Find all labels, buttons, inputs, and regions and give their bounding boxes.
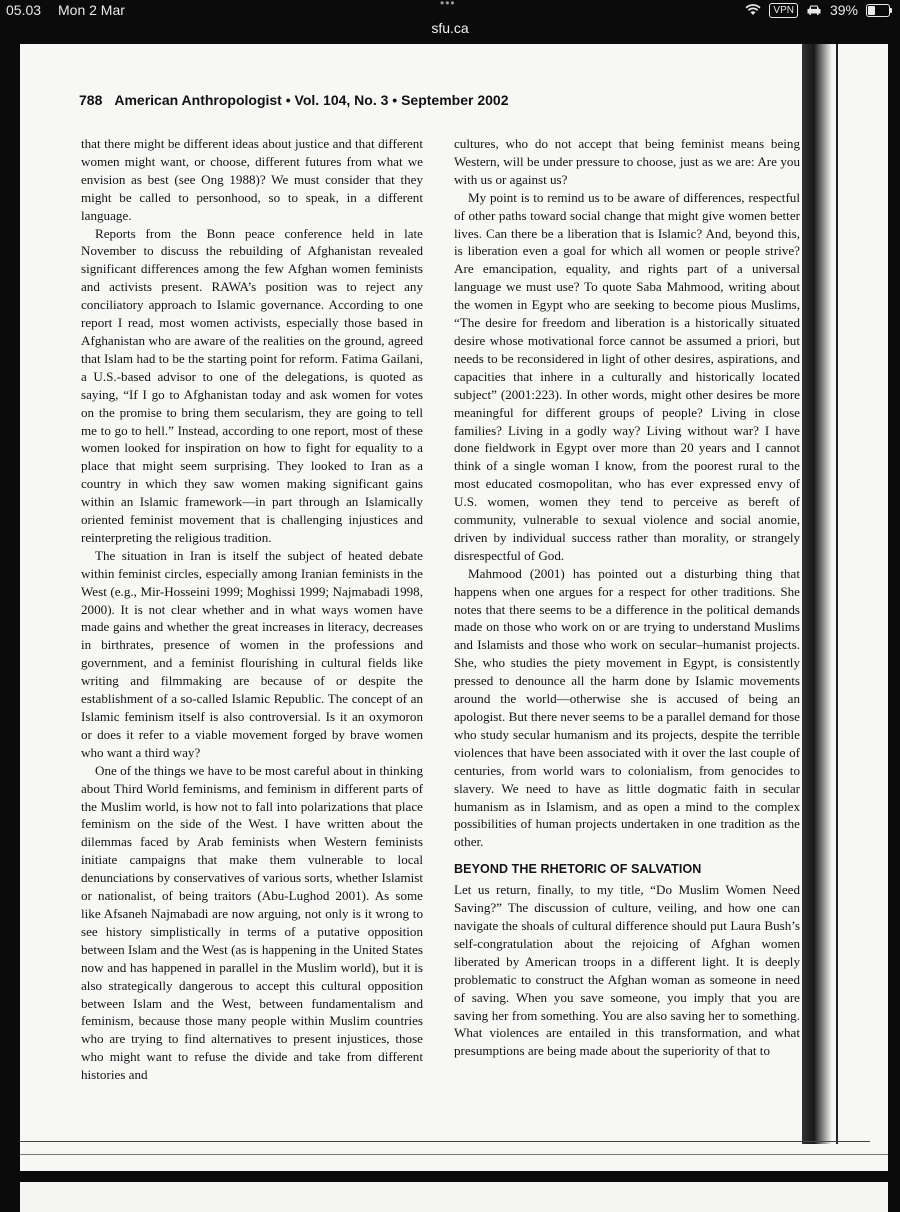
right-column <box>454 135 800 1060</box>
page-number: 788 <box>79 92 103 108</box>
running-head <box>79 92 779 108</box>
status-bar <box>0 0 900 22</box>
status-time: 05.03 <box>6 2 42 18</box>
paragraph: that there might be different ideas about justice and that different women might want, or choose, different futures from what we envision as best (see Ong 1988)? We must consider that they might be called to personhood, so to speak, in a different language. <box>81 136 423 223</box>
paragraph: The situation in Iran is itself the subject of heated debate within feminist circles, especially among Iranian feminists in the West (e.g., Mir-Hosseini 1999; Moghissi 1999; Najmabadi 1998, 2000). It is not clear whether and in what ways women have made gains and whether the great increases in literacy, decreases in birthrates, presence of women in the professions and government, and a feminist flourishing in cultural fields like writing and filmmaking are because of or despite the establishment of a so-called Islamic Republic. The concept of an Islamic feminism itself is also controversial. Is it an oxymoron or does it refer to a viable movement forged by brave women who want a third way? <box>81 547 423 760</box>
status-date: Mon 2 Mar <box>58 2 125 18</box>
document-page <box>20 44 888 1171</box>
status-right <box>745 2 890 18</box>
next-page-preview <box>20 1182 888 1212</box>
wifi-icon <box>745 4 761 16</box>
scan-edge-line <box>836 44 838 1144</box>
battery-icon <box>866 4 890 17</box>
left-column <box>81 135 423 1084</box>
address-bar[interactable] <box>0 20 900 40</box>
section-heading: BEYOND THE RHETORIC OF SALVATION <box>454 862 702 877</box>
multitasking-dots-icon[interactable]: ••• <box>440 0 456 10</box>
vpn-badge: VPN <box>769 3 798 18</box>
scan-bottom-line <box>20 1141 870 1142</box>
paragraph: Let us return, finally, to my title, “Do Muslim Women Need Saving?” The discussion of culture, veiling, and how one can navigate the shoals of cultural difference should put Laura Bush’s self-congratulation about the rejoicing of Afghan women liberated by American troops in a different light. It is deeply problematic to construct the Afghan woman as someone in need of saving. When you save someone, you imply that you are saving her from something. You are also saving her to something. What violences are entailed in this transformation, and what presumptions are being made about the superiority of that to <box>454 882 800 1059</box>
paragraph: cultures, who do not accept that being feminist means being Western, will be under pressure to choose, just as we are: Are you with us or against us? <box>454 136 800 187</box>
paragraph: Reports from the Bonn peace conference held in late November to discuss the rebuilding of Afghanistan revealed significant differences among the few Afghan women feminists and activists present. RAWA’s position was to reject any conciliatory approach to Islamic governance. According to one report I read, most women activists, especially those based in Afghanistan who are aware of the realities on the ground, agreed that Islam had to be the starting point for reform. Fatima Gailani, a U.S.-based advisor to one of the delegations, is quoted as saying, “If I go to Afghanistan today and ask women for votes on the promise to bring them secularism, they are going to tell me to go to hell.” Instead, according to one report, most of these women looked for inspiration on how to fight for equality to a place that might seem surprising. They looked to Iran as a country in which they saw women making significant gains within an Islamic framework—in part through an Islamically oriented feminist movement that is challenging injustices and reinterpreting the religious tradition. <box>81 225 423 545</box>
paragraph: Mahmood (2001) has pointed out a disturbing thing that happens when one argues for a respect for other traditions. She notes that there seems to be a difference in the political demands made on those who work on or are trying to understand Muslims and Islamists and those who work on secular–humanist projects. She, who studies the piety movement in Egypt, is consistently pressed to denounce all the harm done by Islamic movements around the world—otherwise she is accused of being an apologist. But there never seems to be a parallel demand for those who study secular humanism and its projects, despite the terrible violences that have been associated with it over the last couple of centuries, from world wars to colonialism, from genocides to slavery. We need to have as little dogmatic faith in secular humanism as in Islamism, and as open a mind to the complex possibilities of human projects undertaken in one tradition as the other. <box>454 565 800 850</box>
journal-title: American Anthropologist • Vol. 104, No. 3 • September 2002 <box>114 92 509 108</box>
page-divider <box>20 1154 888 1155</box>
scan-shadow <box>802 44 832 1144</box>
url-text: sfu.ca <box>431 20 469 36</box>
battery-percent: 39% <box>829 2 858 18</box>
paragraph: My point is to remind us to be aware of differences, respectful of other paths toward social change that might give women better lives. Can there be a liberation that is Islamic? And, beyond this, is liberation even a goal for which all women or people strive? Are emancipation, equality, and rights part of a universal language we must use? To quote Saba Mahmood, writing about the women in Egypt who are seeking to become pious Muslims, “The desire for freedom and liberation is a historically situated desire whose motivational force cannot be assumed a priori, but needs to be reconsidered in light of other desires, aspirations, and capacities that inhere in a culturally and historically located subject” (2001:223). In other words, might other desires be more meaningful for different groups of people? Living in close families? Living in a godly way? Living without war? I have done fieldwork in Egypt over more than 20 years and I cannot think of a single woman I know, from the poorest rural to the most educated cosmopolitan, who has ever expressed envy of U.S. women, women they tend to perceive as bereft of community, vulnerable to sexual violence and social anomie, driven by individual success rather than morality, or strangely disrespectful of God. <box>454 189 800 563</box>
car-icon <box>806 4 822 16</box>
paragraph: One of the things we have to be most careful about in thinking about Third World feminisms, and feminism in different parts of the Muslim world, is how not to fall into polarizations that place feminism on the side of the West. I have written about the dilemmas faced by Arab feminists when Western feminists initiate campaigns that make them vulnerable to local denunciations by conservatives of various sorts, whether Islamist or nationalist, of being traitors (Abu-Lughod 2001). As some like Afsaneh Najmabadi are now arguing, not only is it wrong to see history simplistically in terms of a putative opposition between Islam and the West (as is happening in the United States now and has happened in parallel in the Muslim world), but it is also strategically dangerous to accept this cultural opposition between Islam and the West, between fundamentalism and feminism, because those many people within Muslim countries who are trying to find alternatives to present injustices, those who might want to refuse the divide and take from different histories and <box>81 762 423 1083</box>
